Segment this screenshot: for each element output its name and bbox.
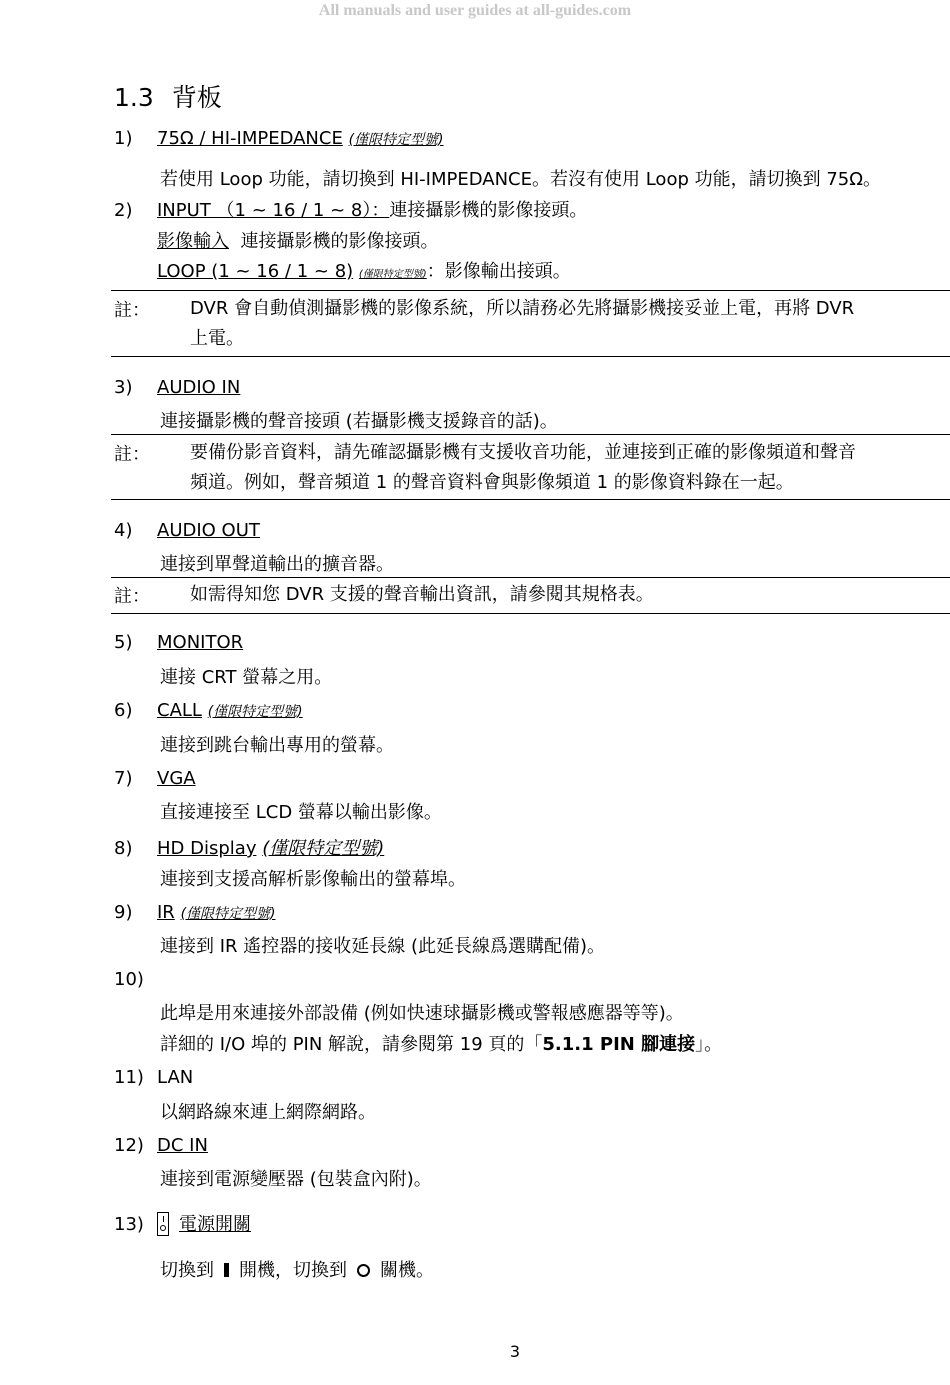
item-5-heading [114, 632, 243, 653]
desc-text: 關機。 [380, 1260, 434, 1281]
item-number: 11) [114, 1067, 144, 1088]
item-6-desc: 連接到跳台輸出專用的螢幕。 [160, 735, 394, 756]
item-label-desc: 連接攝影機的影像接頭。 [389, 200, 588, 221]
item-label: DC IN [157, 1135, 208, 1156]
model-tag: (僅限特定型號) [358, 269, 427, 280]
item-number: 1) [114, 128, 133, 149]
model-tag: (僅限特定型號) [207, 704, 303, 720]
item-5-desc: 連接 CRT 螢幕之用。 [160, 667, 333, 688]
item-sublabel: LOOP (1 ~ 16 / 1 ~ 8) [157, 261, 354, 282]
item-4-heading [114, 520, 260, 541]
note-label: 註： [114, 444, 150, 465]
watermark: All manuals and user guides at all-guides.com [318, 2, 632, 19]
item-1-desc: 若使用 Loop 功能，請切換到 HI-IMPEDANCE。若沒有使用 Loop 功能，請切換到 75Ω。 [160, 169, 881, 190]
note-text: 頻道。例如，聲音頻道 1 的聲音資料會與影像頻道 1 的影像資料錄在一起。 [190, 472, 794, 493]
note-text: 上電。 [190, 328, 244, 349]
item-11-heading [114, 1067, 193, 1088]
item-label: LAN [157, 1067, 194, 1088]
model-tag: (僅限特定型號) [348, 132, 444, 148]
item-label: HD Display [157, 838, 257, 859]
note-text: DVR 會自動偵測攝影機的影像系統，所以請務必先將攝影機接妥並上電，再將 DVR [190, 298, 855, 319]
item-12-heading [114, 1135, 208, 1156]
item-number: 5) [114, 632, 133, 653]
item-subdesc: ：影像輸出接頭。 [426, 261, 571, 282]
model-tag: (僅限特定型號) [262, 838, 385, 859]
item-number: 9) [114, 902, 133, 923]
item-2-heading [114, 196, 587, 222]
item-label: MONITOR [157, 632, 244, 653]
item-10-heading [114, 969, 157, 990]
power-switch-icon [157, 1212, 169, 1236]
item-3-desc: 連接攝影機的聲音接頭 (若攝影機支援錄音的話)。 [160, 411, 558, 432]
desc-text: 」。 [695, 1034, 723, 1055]
desc-text: 開機，切換到 [239, 1260, 347, 1281]
note-text: 要備份影音資料，請先確認攝影機有支援收音功能，並連接到正確的影像頻道和聲音 [190, 442, 856, 463]
note-label: 註： [114, 586, 150, 607]
item-9-heading [114, 902, 276, 923]
note-label: 註： [114, 300, 150, 321]
item-2-line2 [157, 227, 438, 253]
desc-text: 切換到 [160, 1260, 214, 1281]
item-label: 電源開關 [179, 1214, 251, 1235]
section-number: 1.3 [114, 83, 154, 112]
note-1 [111, 290, 950, 357]
note-3 [111, 577, 950, 614]
item-number: 3) [114, 377, 133, 398]
item-number: 4) [114, 520, 133, 541]
item-label: AUDIO IN [157, 377, 241, 398]
item-label: 75Ω / HI-IMPEDANCE [157, 128, 343, 149]
item-label: IR [157, 902, 175, 923]
item-label: INPUT （1 ~ 16 / 1 ~ 8）： [157, 200, 390, 221]
note-2 [111, 434, 950, 500]
note-text: 如需得知您 DVR 支援的聲音輸出資訊，請參閱其規格表。 [190, 584, 654, 605]
model-tag: (僅限特定型號) [180, 906, 276, 922]
item-3-heading [114, 377, 240, 398]
item-number: 2) [114, 200, 133, 221]
item-number: 12) [114, 1135, 144, 1156]
item-label: AUDIO OUT [157, 520, 260, 541]
item-13-desc [160, 1256, 434, 1282]
item-4-desc: 連接到單聲道輸出的擴音器。 [160, 554, 394, 575]
item-7-heading [114, 768, 196, 789]
power-off-icon [357, 1264, 370, 1277]
item-7-desc: 直接連接至 LCD 螢幕以輸出影像。 [160, 802, 442, 823]
section-title [114, 78, 222, 114]
item-10-desc: 此埠是用來連接外部設備 (例如快速球攝影機或警報感應器等等)。 [160, 1003, 684, 1024]
cross-reference: 5.1.1 PIN 腳連接 [542, 1034, 696, 1055]
item-8-desc: 連接到支援高解析影像輸出的螢幕埠。 [160, 869, 466, 890]
desc-text: 詳細的 I/O 埠的 PIN 解說，請參閱第 19 頁的「 [160, 1034, 543, 1055]
item-9-desc: 連接到 IR 遙控器的接收延長線 (此延長線爲選購配備)。 [160, 936, 606, 957]
item-10-desc2 [160, 1030, 722, 1056]
item-6-heading [114, 700, 303, 721]
section-title-text: 背板 [171, 83, 222, 112]
item-number: 6) [114, 700, 133, 721]
item-12-desc: 連接到電源變壓器 (包裝盒內附)。 [160, 1169, 432, 1190]
item-label: CALL [157, 700, 202, 721]
item-number: 7) [114, 768, 133, 789]
item-subdesc: 連接攝影機的影像接頭。 [240, 231, 439, 252]
item-label: VGA [157, 768, 196, 789]
item-sublabel: 影像輸入 [157, 231, 229, 252]
item-number: 13) [114, 1214, 144, 1235]
item-number: 8) [114, 838, 133, 859]
item-number: 10) [114, 969, 144, 990]
item-11-desc: 以網路線來連上網際網路。 [160, 1102, 376, 1123]
item-1-heading [114, 128, 444, 149]
item-2-line3 [157, 257, 571, 283]
page-number: 3 [509, 1342, 521, 1361]
power-on-icon [224, 1263, 229, 1277]
item-8-heading [114, 834, 384, 860]
item-13-heading [114, 1210, 251, 1236]
